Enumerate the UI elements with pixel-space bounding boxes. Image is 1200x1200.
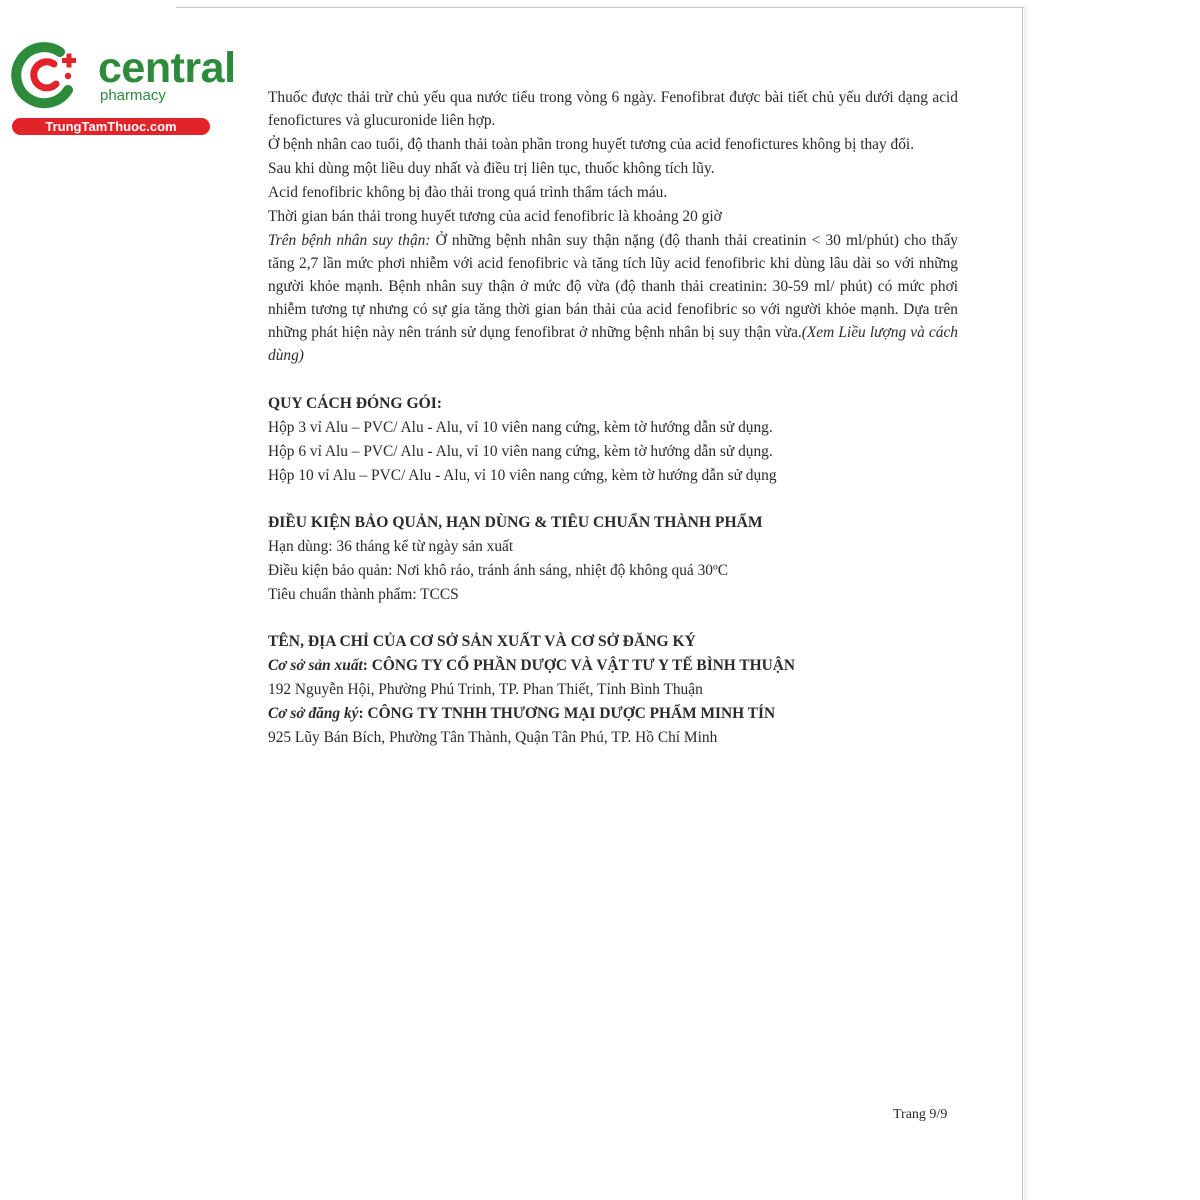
manufacturer-section: [268, 630, 968, 750]
packaging-section: [268, 392, 968, 488]
producer-line: [268, 654, 968, 678]
shelf-life: Hạn dùng: 36 tháng kể từ ngày sản xuất: [268, 538, 514, 555]
product-standard: Tiêu chuẩn thành phẩm: TCCS: [268, 586, 459, 603]
packaging-item: Hộp 10 vỉ Alu – PVC/ Alu - Alu, vỉ 10 viên nang cứng, kèm tờ hướng dẫn sử dụng: [268, 467, 777, 484]
storage-conditions: Điều kiện bảo quản: Nơi khô ráo, tránh ánh sáng, nhiệt độ không quá 30ºC: [268, 562, 729, 579]
registrant-address: 925 Lũy Bán Bích, Phường Tân Thành, Quận Tân Phú, TP. Hồ Chí Minh: [268, 729, 718, 746]
registrant-line: [268, 702, 968, 726]
page-right-edge: [1022, 7, 1023, 1200]
paragraph-dialysis: Acid fenofibric không bị đào thải trong quá trình thẩm tách máu.: [268, 184, 668, 201]
paragraph-half-life: Thời gian bán thải trong huyết tương của acid fenofibric là khoảng 20 giờ: [268, 208, 722, 225]
producer-name: : CÔNG TY CỔ PHẦN DƯỢC VÀ VẬT TƯ Y TẾ BÌNH THUẬN: [362, 657, 795, 674]
paragraph-excretion: Thuốc được thải trừ chủ yếu qua nước tiểu trong vòng 6 ngày. Fenofibrat được bài tiết chủ yếu dưới dạng acid fenofictures và glucuronide liên hợp.: [268, 89, 958, 129]
registrant-name: : CÔNG TY TNHH THƯƠNG MẠI DƯỢC PHẨM MINH TÍN: [358, 705, 776, 722]
producer-label: Cơ sở sản xuất: [268, 657, 363, 674]
logo-c-plus-icon: [10, 38, 82, 110]
pharmacokinetics-section: [268, 86, 958, 368]
logo-website-banner[interactable]: TrungTamThuoc.com: [12, 118, 210, 135]
page-top-edge: [176, 7, 1024, 8]
renal-text: Ở những bệnh nhân suy thận nặng (độ thanh thải creatinin < 30 ml/phút) cho thấy tăng 2,7 lần mức phơi nhiễm với acid fenofibric và tăng tích lũy acid fenofibric khi dùng lâu dài so với những người khỏe mạnh. Bệnh nhân suy thận ở mức độ vừa (độ thanh thải creatinin: 30-59 ml/ phút) có mức phơi nhiễm tương tự nhưng có sự gia tăng thời gian bán thải của acid fenofibric so với người khỏe mạnh. Dựa trên những phát hiện này nên tránh sử dụng fenofibrat ở những bệnh nhân bị suy thận vừa.: [268, 232, 958, 341]
storage-section: [268, 511, 968, 607]
central-pharmacy-logo[interactable]: [10, 38, 236, 138]
renal-reference: (Xem Liều lượng và cách dùng): [268, 324, 958, 364]
packaging-item: Hộp 6 vỉ Alu – PVC/ Alu - Alu, vỉ 10 viên nang cứng, kèm tờ hướng dẫn sử dụng.: [268, 443, 773, 460]
renal-label: Trên bệnh nhân suy thận:: [268, 232, 431, 249]
page-number: Trang 9/9: [893, 1107, 948, 1122]
packaging-heading: QUY CÁCH ĐÓNG GÓI:: [268, 395, 442, 412]
storage-heading: ĐIỀU KIỆN BẢO QUẢN, HẠN DÙNG & TIÊU CHUẨN THÀNH PHẨM: [268, 514, 763, 531]
registrant-label: Cơ sở đăng ký: [268, 705, 359, 722]
scan-shadow: [1024, 7, 1030, 1200]
manufacturer-heading: TÊN, ĐỊA CHỈ CỦA CƠ SỞ SẢN XUẤT VÀ CƠ SỞ ĐĂNG KÝ: [268, 633, 696, 650]
paragraph-renal: [268, 229, 958, 367]
paragraph-accumulation: Sau khi dùng một liều duy nhất và điều trị liên tục, thuốc không tích lũy.: [268, 160, 715, 177]
logo-subtitle: pharmacy: [100, 87, 166, 104]
logo-name: central: [98, 44, 236, 92]
paragraph-elderly: Ở bệnh nhân cao tuổi, độ thanh thải toàn phần trong huyết tương của acid fenofictures không bị thay đổi.: [268, 136, 915, 153]
producer-address: 192 Nguyễn Hội, Phường Phú Trinh, TP. Phan Thiết, Tỉnh Bình Thuận: [268, 681, 703, 698]
packaging-item: Hộp 3 vỉ Alu – PVC/ Alu - Alu, vỉ 10 viên nang cứng, kèm tờ hướng dẫn sử dụng.: [268, 419, 773, 436]
